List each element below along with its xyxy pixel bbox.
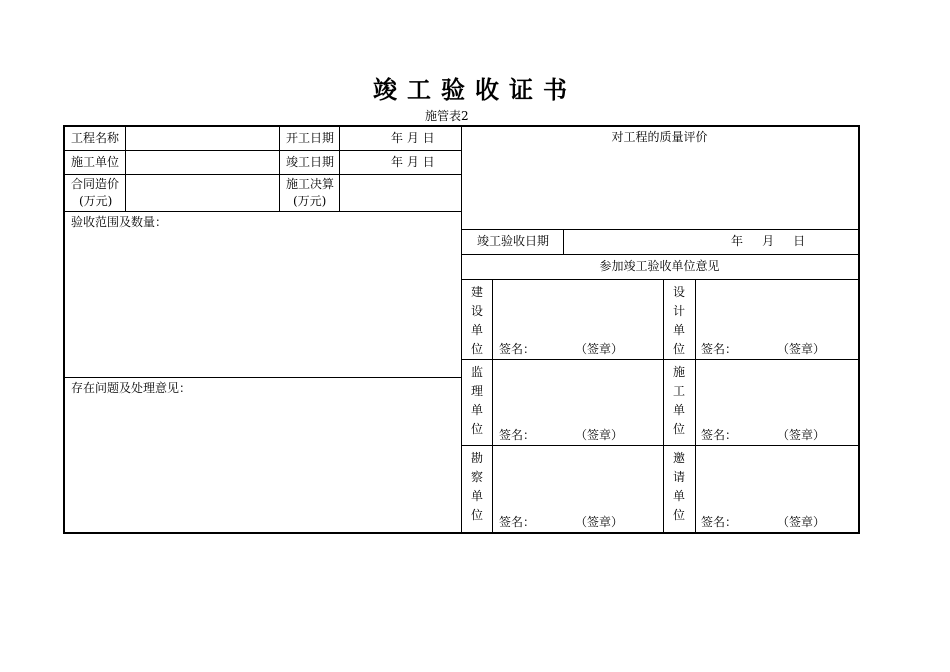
final-account-label: 施工决算 bbox=[286, 177, 335, 191]
unit-name-char: 计 bbox=[673, 304, 686, 318]
acceptance-date-label: 竣工验收日期 bbox=[477, 234, 550, 248]
unit-name-char: 施 bbox=[673, 365, 686, 379]
unit-name-char: 设 bbox=[471, 304, 484, 318]
row-line bbox=[461, 279, 858, 280]
unit-name-vertical bbox=[673, 283, 685, 359]
unit-name-vertical bbox=[673, 449, 685, 525]
unit-name-char: 建 bbox=[471, 285, 484, 299]
acceptance-date-value: 年 月 日 bbox=[731, 234, 806, 248]
contractor-label: 施工单位 bbox=[71, 155, 120, 169]
certificate-table bbox=[63, 125, 860, 534]
unit-name-char: 勘 bbox=[471, 451, 484, 465]
signature-label: 签名： bbox=[701, 515, 738, 529]
unit-name-char: 位 bbox=[673, 422, 686, 436]
completion-date-placeholder: 年 月 日 bbox=[391, 155, 435, 169]
row-line bbox=[461, 445, 858, 446]
center-divider bbox=[461, 127, 462, 532]
signature-label: 签名： bbox=[701, 428, 738, 442]
seal-label: （签章） bbox=[777, 342, 826, 356]
signature-label: 签名： bbox=[499, 515, 536, 529]
unit-name-char: 位 bbox=[673, 342, 686, 356]
unit-name-vertical bbox=[471, 283, 483, 359]
unit-name-char: 请 bbox=[673, 470, 686, 484]
row-line bbox=[461, 229, 858, 230]
unit-name-char: 位 bbox=[471, 508, 484, 522]
unit-name-char: 单 bbox=[673, 403, 686, 417]
contract-price-unit: (万元) bbox=[79, 194, 113, 208]
issues-label: 存在问题及处理意见： bbox=[71, 381, 192, 395]
opinions-header: 参加竣工验收单位意见 bbox=[599, 259, 720, 273]
col-line bbox=[563, 229, 564, 254]
signature-label: 签名： bbox=[701, 342, 738, 356]
completion-date-label: 竣工日期 bbox=[286, 155, 335, 169]
unit-name-char: 位 bbox=[673, 508, 686, 522]
scope-label: 验收范围及数量： bbox=[71, 215, 168, 229]
unit-name-char: 设 bbox=[673, 285, 686, 299]
col-line bbox=[339, 127, 340, 211]
seal-label: （签章） bbox=[575, 428, 624, 442]
unit-name-vertical bbox=[471, 363, 483, 439]
unit-name-char: 单 bbox=[471, 403, 484, 417]
start-date-label: 开工日期 bbox=[286, 131, 335, 145]
unit-name-char: 察 bbox=[471, 470, 484, 484]
row-line bbox=[65, 211, 461, 212]
unit-name-char: 监 bbox=[471, 365, 484, 379]
col-line bbox=[279, 127, 280, 211]
unit-name-char: 邀 bbox=[673, 451, 686, 465]
contract-price-label: 合同造价 bbox=[71, 177, 120, 191]
row-line bbox=[65, 377, 461, 378]
seal-label: （签章） bbox=[575, 515, 624, 529]
unit-name-char: 单 bbox=[673, 489, 686, 503]
col-line bbox=[663, 279, 664, 532]
seal-label: （签章） bbox=[777, 428, 826, 442]
form-code: 施管表2 bbox=[425, 109, 469, 123]
col-line bbox=[695, 279, 696, 532]
unit-name-char: 理 bbox=[471, 384, 484, 398]
unit-name-char: 位 bbox=[471, 342, 484, 356]
page-title: 竣工验收证书 bbox=[373, 76, 577, 104]
unit-name-char: 工 bbox=[673, 384, 686, 398]
final-account-unit: (万元) bbox=[293, 194, 327, 208]
row-line bbox=[461, 359, 858, 360]
seal-label: （签章） bbox=[777, 515, 826, 529]
unit-name-vertical bbox=[673, 363, 685, 439]
unit-name-char: 位 bbox=[471, 422, 484, 436]
seal-label: （签章） bbox=[575, 342, 624, 356]
col-line bbox=[125, 127, 126, 211]
unit-name-char: 单 bbox=[471, 323, 484, 337]
row-line bbox=[461, 254, 858, 255]
project-name-label: 工程名称 bbox=[71, 131, 120, 145]
start-date-placeholder: 年 月 日 bbox=[391, 131, 435, 145]
unit-name-char: 单 bbox=[471, 489, 484, 503]
col-line bbox=[492, 279, 493, 532]
signature-label: 签名： bbox=[499, 342, 536, 356]
unit-name-char: 单 bbox=[673, 323, 686, 337]
quality-eval-label: 对工程的质量评价 bbox=[611, 130, 708, 144]
signature-label: 签名： bbox=[499, 428, 536, 442]
unit-name-vertical bbox=[471, 449, 483, 525]
